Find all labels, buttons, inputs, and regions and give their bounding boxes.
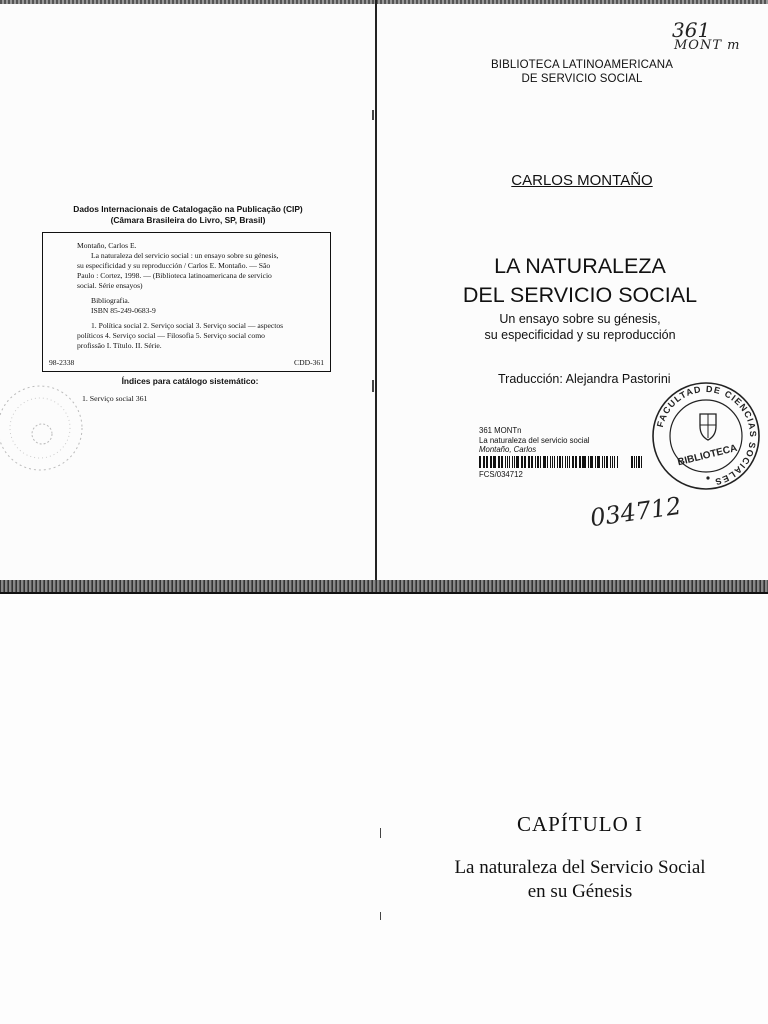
series-line2: DE SERVICIO SOCIAL [521,73,643,85]
barcode-bar [602,456,603,468]
handwritten-call-number: 361 [672,18,711,42]
page-mark [372,380,374,392]
barcode-bar [567,456,568,468]
label-call-number: 361 MONTn [479,426,522,435]
barcode-bar [528,456,529,468]
barcode-bar [604,456,605,468]
subtitle-line1: Un ensayo sobre su génesis, [499,312,661,326]
series-line1: BIBLIOTECA LATINOAMERICANA [491,59,673,71]
translator-credit: Traducción: Alejandra Pastorini [498,372,671,386]
cip-cdd: CDD-361 [294,358,324,367]
barcode-extra [631,456,645,468]
barcode-bar [512,456,513,468]
cip-control-number: 98-2338 [49,358,75,367]
barcode [479,456,619,468]
barcode-bar [491,456,492,468]
barcode-bar [484,456,485,468]
cip-line: su especificidad y su reproducción / Carlos E. Montaño. — São [77,261,271,270]
library-stamp [650,380,762,492]
label-title: La naturaleza del servicio social [479,435,590,445]
label-author: Montaño, Carlos [479,445,537,454]
barcode-bar [598,456,600,468]
barcode-bar [490,456,491,468]
barcode-bar [509,456,510,468]
barcode-bar [547,456,548,468]
barcode-bar [610,456,611,468]
barcode-bar [501,456,503,468]
barcode-bar [507,456,508,468]
subtitle-line2: su especificidad y su reproducción [484,327,676,342]
handwritten-inventory-number: 034712 [588,491,684,533]
barcode-bar [638,456,640,468]
barcode-bar [565,456,567,468]
handwritten-call-suffix: MONT m [674,38,741,53]
barcode-bar [591,456,593,468]
barcode-bar [499,456,500,468]
barcode-bar [521,456,522,468]
stamp-center-text: BIBLIOTECA [676,442,739,469]
barcode-bar [483,456,484,468]
title-line2: DEL SERVICIO SOCIAL [462,283,698,307]
title-line1: LA NATURALEZA [494,254,666,278]
barcode-bar [597,456,598,468]
cip-line: Paulo : Cortez, 1998. — (Biblioteca latinoamericana de servicio [77,271,272,280]
catalog-heading: Índices para catálogo sistemático: [121,376,259,386]
barcode-bar [588,456,589,468]
author-name: CARLOS MONTAÑO [511,172,653,189]
barcode-bar [562,456,563,468]
barcode-bar [575,456,576,468]
barcode-bar [636,456,637,468]
cip-author: Montaño, Carlos E. [77,241,137,250]
barcode-bar [576,456,577,468]
barcode-bar [583,456,585,468]
barcode-bar [535,456,536,468]
barcode-bar [552,456,553,468]
barcode-bar [612,456,613,468]
barcode-bar [498,456,499,468]
page-mark [380,912,381,920]
barcode-bar [540,456,541,468]
barcode-bar [590,456,591,468]
barcode-bar [614,456,616,468]
page-mark [380,828,381,838]
chapter-number: CAPÍTULO I [516,812,644,836]
cip-heading-line2: (Câmara Brasileira do Livro, SP, Brasil) [110,215,266,225]
cip-line: social. Série ensayos) [77,281,143,290]
cip-subjects: profissão I. Título. II. Série. [77,341,162,350]
barcode-bar [572,456,574,468]
book-spine [375,0,377,590]
barcode-bar [631,456,633,468]
barcode-bar [569,456,570,468]
barcode-bar [550,456,552,468]
barcode-bar [634,456,635,468]
chapter-title-line2: en su Génesis [527,881,633,902]
barcode-bar [579,456,581,468]
cip-subjects: políticos 4. Serviço social — Filosofia 5. Serviço social como [77,331,265,340]
cip-line: La naturaleza del servicio social : un ensayo sobre su génesis, [91,251,279,260]
cip-bibliografia: Bibliografia. [91,296,130,305]
barcode-bar [557,456,558,468]
chapter-title [410,856,750,904]
barcode-bar [529,456,530,468]
barcode-bar [531,456,533,468]
barcode-bar [582,456,583,468]
barcode-bar [522,456,523,468]
series-title [462,58,702,86]
page-mark [372,110,374,120]
barcode-bar [486,456,488,468]
barcode-bar [606,456,608,468]
cip-subjects: 1. Política social 2. Serviço social 3. Serviço social — aspectos [91,321,284,330]
barcode-bar [505,456,507,468]
book-title [448,252,712,310]
barcode-bar [479,456,481,468]
barcode-bar [641,456,642,468]
label-inventory-code: FCS/034712 [479,470,523,479]
barcode-bar [559,456,561,468]
barcode-bar [516,456,518,468]
cip-record-box [42,232,331,372]
cip-isbn: ISBN 85-249-0683-9 [91,306,156,315]
barcode-bar [595,456,596,468]
barcode-bar [554,456,555,468]
barcode-bar [493,456,495,468]
faded-stamp-left [0,380,90,480]
cip-heading [48,204,328,226]
chapter-title-line1: La naturaleza del Servicio Social [454,857,706,878]
page-fold [0,580,768,592]
barcode-bar [514,456,516,468]
stamp-ring-text: FACULTAD DE CIENCIAS SOCIALES [654,383,759,488]
barcode-bar [544,456,546,468]
cip-heading-line1: Dados Internacionais de Catalogação na Publicação (CIP) [73,204,303,214]
barcode-bar [617,456,618,468]
barcode-bar [543,456,544,468]
shield-icon [700,414,716,440]
book-subtitle [448,312,712,343]
catalog-item: 1. Serviço social 361 [82,394,148,403]
barcode-bar [537,456,539,468]
scan-edge [0,0,768,4]
library-label [479,426,590,455]
barcode-bar [524,456,526,468]
